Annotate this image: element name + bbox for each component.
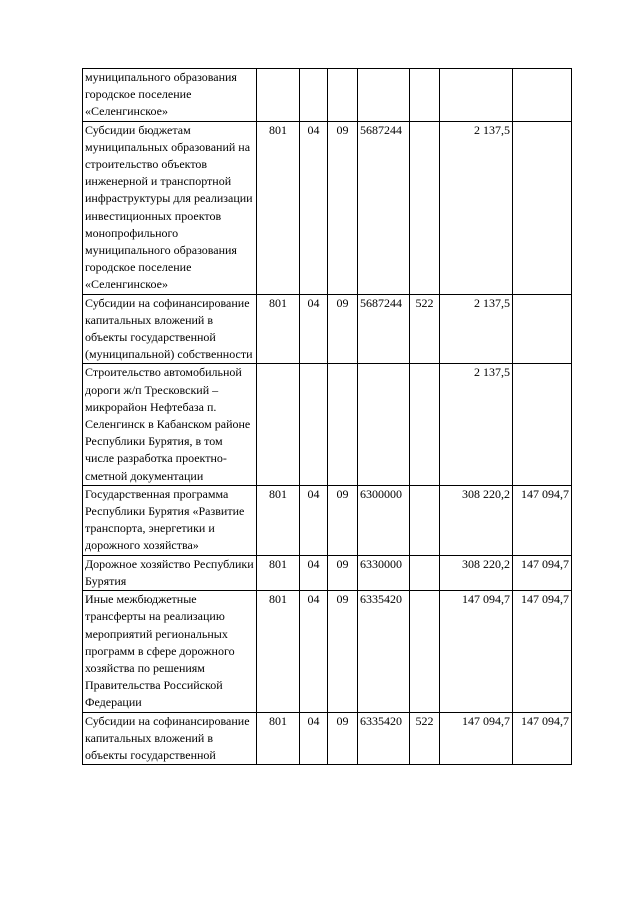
amount-year1-cell: 308 220,2 xyxy=(440,485,513,555)
table-row xyxy=(83,555,572,590)
subsection-code-cell: 09 xyxy=(328,591,358,712)
expense-type-cell: 522 xyxy=(410,294,440,364)
row-name-cell: Иные межбюджетные трансферты на реализацию мероприятий региональных программ в сфере дорожного хозяйства по решениям Правительства Российской Федерации xyxy=(83,591,257,712)
table-row xyxy=(83,294,572,364)
row-name-cell: Дорожное хозяйство Республики Бурятия xyxy=(83,555,257,590)
section-code-cell: 04 xyxy=(300,121,328,294)
ministry-code-cell: 801 xyxy=(257,555,300,590)
ministry-code-cell: 801 xyxy=(257,591,300,712)
expense-type-cell: 522 xyxy=(410,712,440,765)
expense-type-cell xyxy=(410,485,440,555)
amount-year2-cell xyxy=(513,294,572,364)
row-name-cell: муниципального образования городское поселение «Селенгинское» xyxy=(83,69,257,122)
amount-year2-cell: 147 094,7 xyxy=(513,485,572,555)
row-name-cell: Строительство автомобильной дороги ж/п Тресковский – микрорайон Нефтебаза п. Селенгинск в Кабанском районе Республики Бурятия, в том числе разработка проектно-сметной документации xyxy=(83,364,257,485)
expense-type-cell xyxy=(410,69,440,122)
amount-year2-cell xyxy=(513,364,572,485)
expense-type-cell xyxy=(410,121,440,294)
section-code-cell: 04 xyxy=(300,294,328,364)
target-article-cell: 5687244 xyxy=(358,294,410,364)
target-article-cell: 6300000 xyxy=(358,485,410,555)
section-code-cell: 04 xyxy=(300,591,328,712)
table-row xyxy=(83,364,572,485)
ministry-code-cell: 801 xyxy=(257,485,300,555)
amount-year1-cell: 147 094,7 xyxy=(440,712,513,765)
ministry-code-cell: 801 xyxy=(257,121,300,294)
subsection-code-cell xyxy=(328,364,358,485)
target-article-cell: 5687244 xyxy=(358,121,410,294)
amount-year2-cell: 147 094,7 xyxy=(513,591,572,712)
ministry-code-cell xyxy=(257,364,300,485)
table-row xyxy=(83,485,572,555)
ministry-code-cell: 801 xyxy=(257,712,300,765)
expense-type-cell xyxy=(410,364,440,485)
amount-year2-cell xyxy=(513,69,572,122)
amount-year1-cell: 147 094,7 xyxy=(440,591,513,712)
amount-year1-cell: 2 137,5 xyxy=(440,294,513,364)
budget-table-body xyxy=(83,69,572,765)
amount-year1-cell: 308 220,2 xyxy=(440,555,513,590)
ministry-code-cell xyxy=(257,69,300,122)
table-row xyxy=(83,712,572,765)
table-row xyxy=(83,121,572,294)
ministry-code-cell: 801 xyxy=(257,294,300,364)
target-article-cell: 6335420 xyxy=(358,591,410,712)
target-article-cell: 6330000 xyxy=(358,555,410,590)
amount-year2-cell xyxy=(513,121,572,294)
row-name-cell: Государственная программа Республики Бурятия «Развитие транспорта, энергетики и дорожного хозяйства» xyxy=(83,485,257,555)
amount-year1-cell: 2 137,5 xyxy=(440,121,513,294)
target-article-cell xyxy=(358,69,410,122)
target-article-cell xyxy=(358,364,410,485)
amount-year1-cell xyxy=(440,69,513,122)
table-row xyxy=(83,591,572,712)
section-code-cell xyxy=(300,69,328,122)
section-code-cell: 04 xyxy=(300,712,328,765)
subsection-code-cell: 09 xyxy=(328,712,358,765)
table-row xyxy=(83,69,572,122)
subsection-code-cell xyxy=(328,69,358,122)
subsection-code-cell: 09 xyxy=(328,555,358,590)
expense-type-cell xyxy=(410,555,440,590)
amount-year1-cell: 2 137,5 xyxy=(440,364,513,485)
row-name-cell: Субсидии на софинансирование капитальных вложений в объекты государственной xyxy=(83,712,257,765)
target-article-cell: 6335420 xyxy=(358,712,410,765)
section-code-cell: 04 xyxy=(300,555,328,590)
budget-table xyxy=(82,68,572,765)
subsection-code-cell: 09 xyxy=(328,121,358,294)
section-code-cell xyxy=(300,364,328,485)
subsection-code-cell: 09 xyxy=(328,485,358,555)
section-code-cell: 04 xyxy=(300,485,328,555)
row-name-cell: Субсидии бюджетам муниципальных образований на строительство объектов инженерной и транспортной инфраструктуры для реализации инвестиционных проектов монопрофильного муниципального образования городское поселение «Селенгинское» xyxy=(83,121,257,294)
amount-year2-cell: 147 094,7 xyxy=(513,555,572,590)
subsection-code-cell: 09 xyxy=(328,294,358,364)
amount-year2-cell: 147 094,7 xyxy=(513,712,572,765)
expense-type-cell xyxy=(410,591,440,712)
row-name-cell: Субсидии на софинансирование капитальных вложений в объекты государственной (муниципальной) собственности xyxy=(83,294,257,364)
